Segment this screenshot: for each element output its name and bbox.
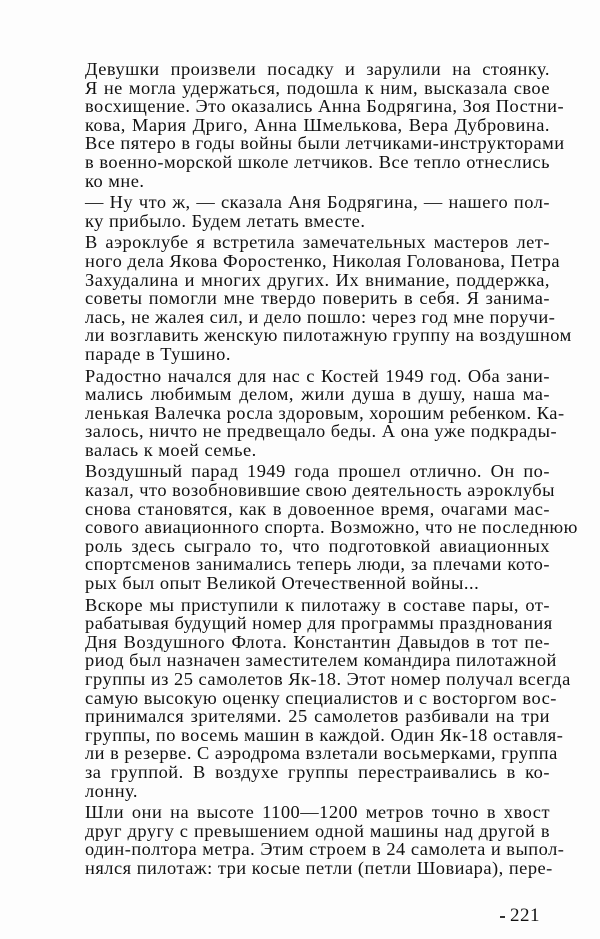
text-line: Радостно начался для нас с Костей 1949 год. Оба зани- xyxy=(85,365,550,386)
paragraph xyxy=(85,232,572,364)
paragraph xyxy=(85,461,578,594)
text-line: риод был назначен заместителем командира пилотажной xyxy=(85,650,557,671)
paragraph xyxy=(85,193,550,230)
text-line: ленькая Валечка росла здоровым, хорошим ребенком. Ка- xyxy=(85,402,565,423)
text-line: Вскоре мы приступили к пилотажу в составе пары, от- xyxy=(85,594,550,615)
text-line: самую высокую оценку специалистов и с восторгом вос- xyxy=(85,687,557,708)
text-line: Захудалина и многих других. Их внимание, поддержка, xyxy=(85,269,550,290)
text-line: Шли они на высоте 1100—1200 метров точно в хвост xyxy=(85,802,550,823)
text-line: рых был опыт Великой Отечественной войны... xyxy=(85,573,480,594)
text-line: ного дела Якова Форостенко, Николая Голованова, Петра xyxy=(85,250,561,271)
text-line: в военно-морской школе летчиков. Все тепло отнеслись xyxy=(85,151,550,172)
text-line: рабатывая будущий номер для программы празднования xyxy=(85,613,553,634)
page-mark xyxy=(500,916,505,918)
text-line: кова, Мария Дриго, Анна Шмелькова, Вера Дубровина. xyxy=(85,114,550,135)
paragraph xyxy=(85,802,565,878)
text-line: Девушки произвели посадку и зарулили на стоянку. xyxy=(85,59,550,79)
text-line: лонну. xyxy=(85,780,139,801)
text-line: казал, что возобновившие свою деятельность аэроклубы xyxy=(85,480,555,501)
text-line: друг другу с превышением одной машины над другой в xyxy=(85,820,550,841)
text-line: мались любимым делом, жили душа в душу, наша ма- xyxy=(85,384,550,405)
text-line: ко мне. xyxy=(85,170,145,191)
text-line: советы помогли мне твердо поверить в себя. Я занима- xyxy=(85,288,550,309)
text-line: Я не могла удержаться, подошла к ним, высказала свое xyxy=(85,77,550,98)
text-line: Все пятеро в годы войны были летчиками-инструкторами xyxy=(85,133,565,154)
body-text xyxy=(85,59,578,881)
text-line: за группой. В воздухе группы перестраивались в ко- xyxy=(85,761,550,782)
text-line: роль здесь сыграло то, что подготовкой авиационных xyxy=(85,535,550,556)
text-line: ли возглавить женскую пилотажную группу на воздушном xyxy=(85,325,572,346)
text-line: сового авиационного спорта. Возможно, что не последнюю xyxy=(85,517,578,538)
text-line: один-полтора метра. Этим строем в 24 самолета и выпол- xyxy=(85,839,565,860)
text-line: восхищение. Это оказались Анна Бодрягина, Зоя Постни- xyxy=(85,96,565,117)
text-line: группы, по восемь машин в каждой. Один Як-18 оставля- xyxy=(85,724,564,745)
text-line: принимался зрителями. 25 самолетов разбивали на три xyxy=(85,706,550,727)
text-line: ку прибыло. Будем летать вместе. xyxy=(85,210,366,231)
paragraph xyxy=(85,594,571,801)
text-line: Дня Воздушного Флота. Константин Давыдов в тот пе- xyxy=(85,631,550,652)
text-line: снова становятся, как в довоенное время, очагами мас- xyxy=(85,498,550,519)
text-line: — Ну что ж, — сказала Аня Бодрягина, — нашего пол- xyxy=(85,192,550,213)
paragraph xyxy=(85,59,565,191)
text-line: залось, ничто не предвещало беды. А она уже подкрады- xyxy=(85,421,558,442)
text-line: лась, не жалея сил, и дело пошло: через год мне поручи- xyxy=(85,306,556,327)
page-number: 221 xyxy=(510,905,540,926)
text-line: спортсменов занимались теперь люди, за плечами кото- xyxy=(85,554,550,575)
text-line: В аэроклубе я встретила замечательных мастеров лет- xyxy=(85,232,550,253)
text-line: Воздушный парад 1949 года прошел отлично. Он по- xyxy=(85,461,550,482)
text-line: ли в резерве. С аэродрома взлетали восьмерками, группа xyxy=(85,743,558,764)
text-line: нялся пилотаж: три косые петли (петли Шовиара), пере- xyxy=(85,857,553,878)
text-line: параде в Тушино. xyxy=(85,343,231,364)
paragraph xyxy=(85,365,565,460)
text-line: группы из 25 самолетов Як-18. Этот номер получал всегда xyxy=(85,669,571,689)
text-line: валась к моей семье. xyxy=(85,439,257,460)
